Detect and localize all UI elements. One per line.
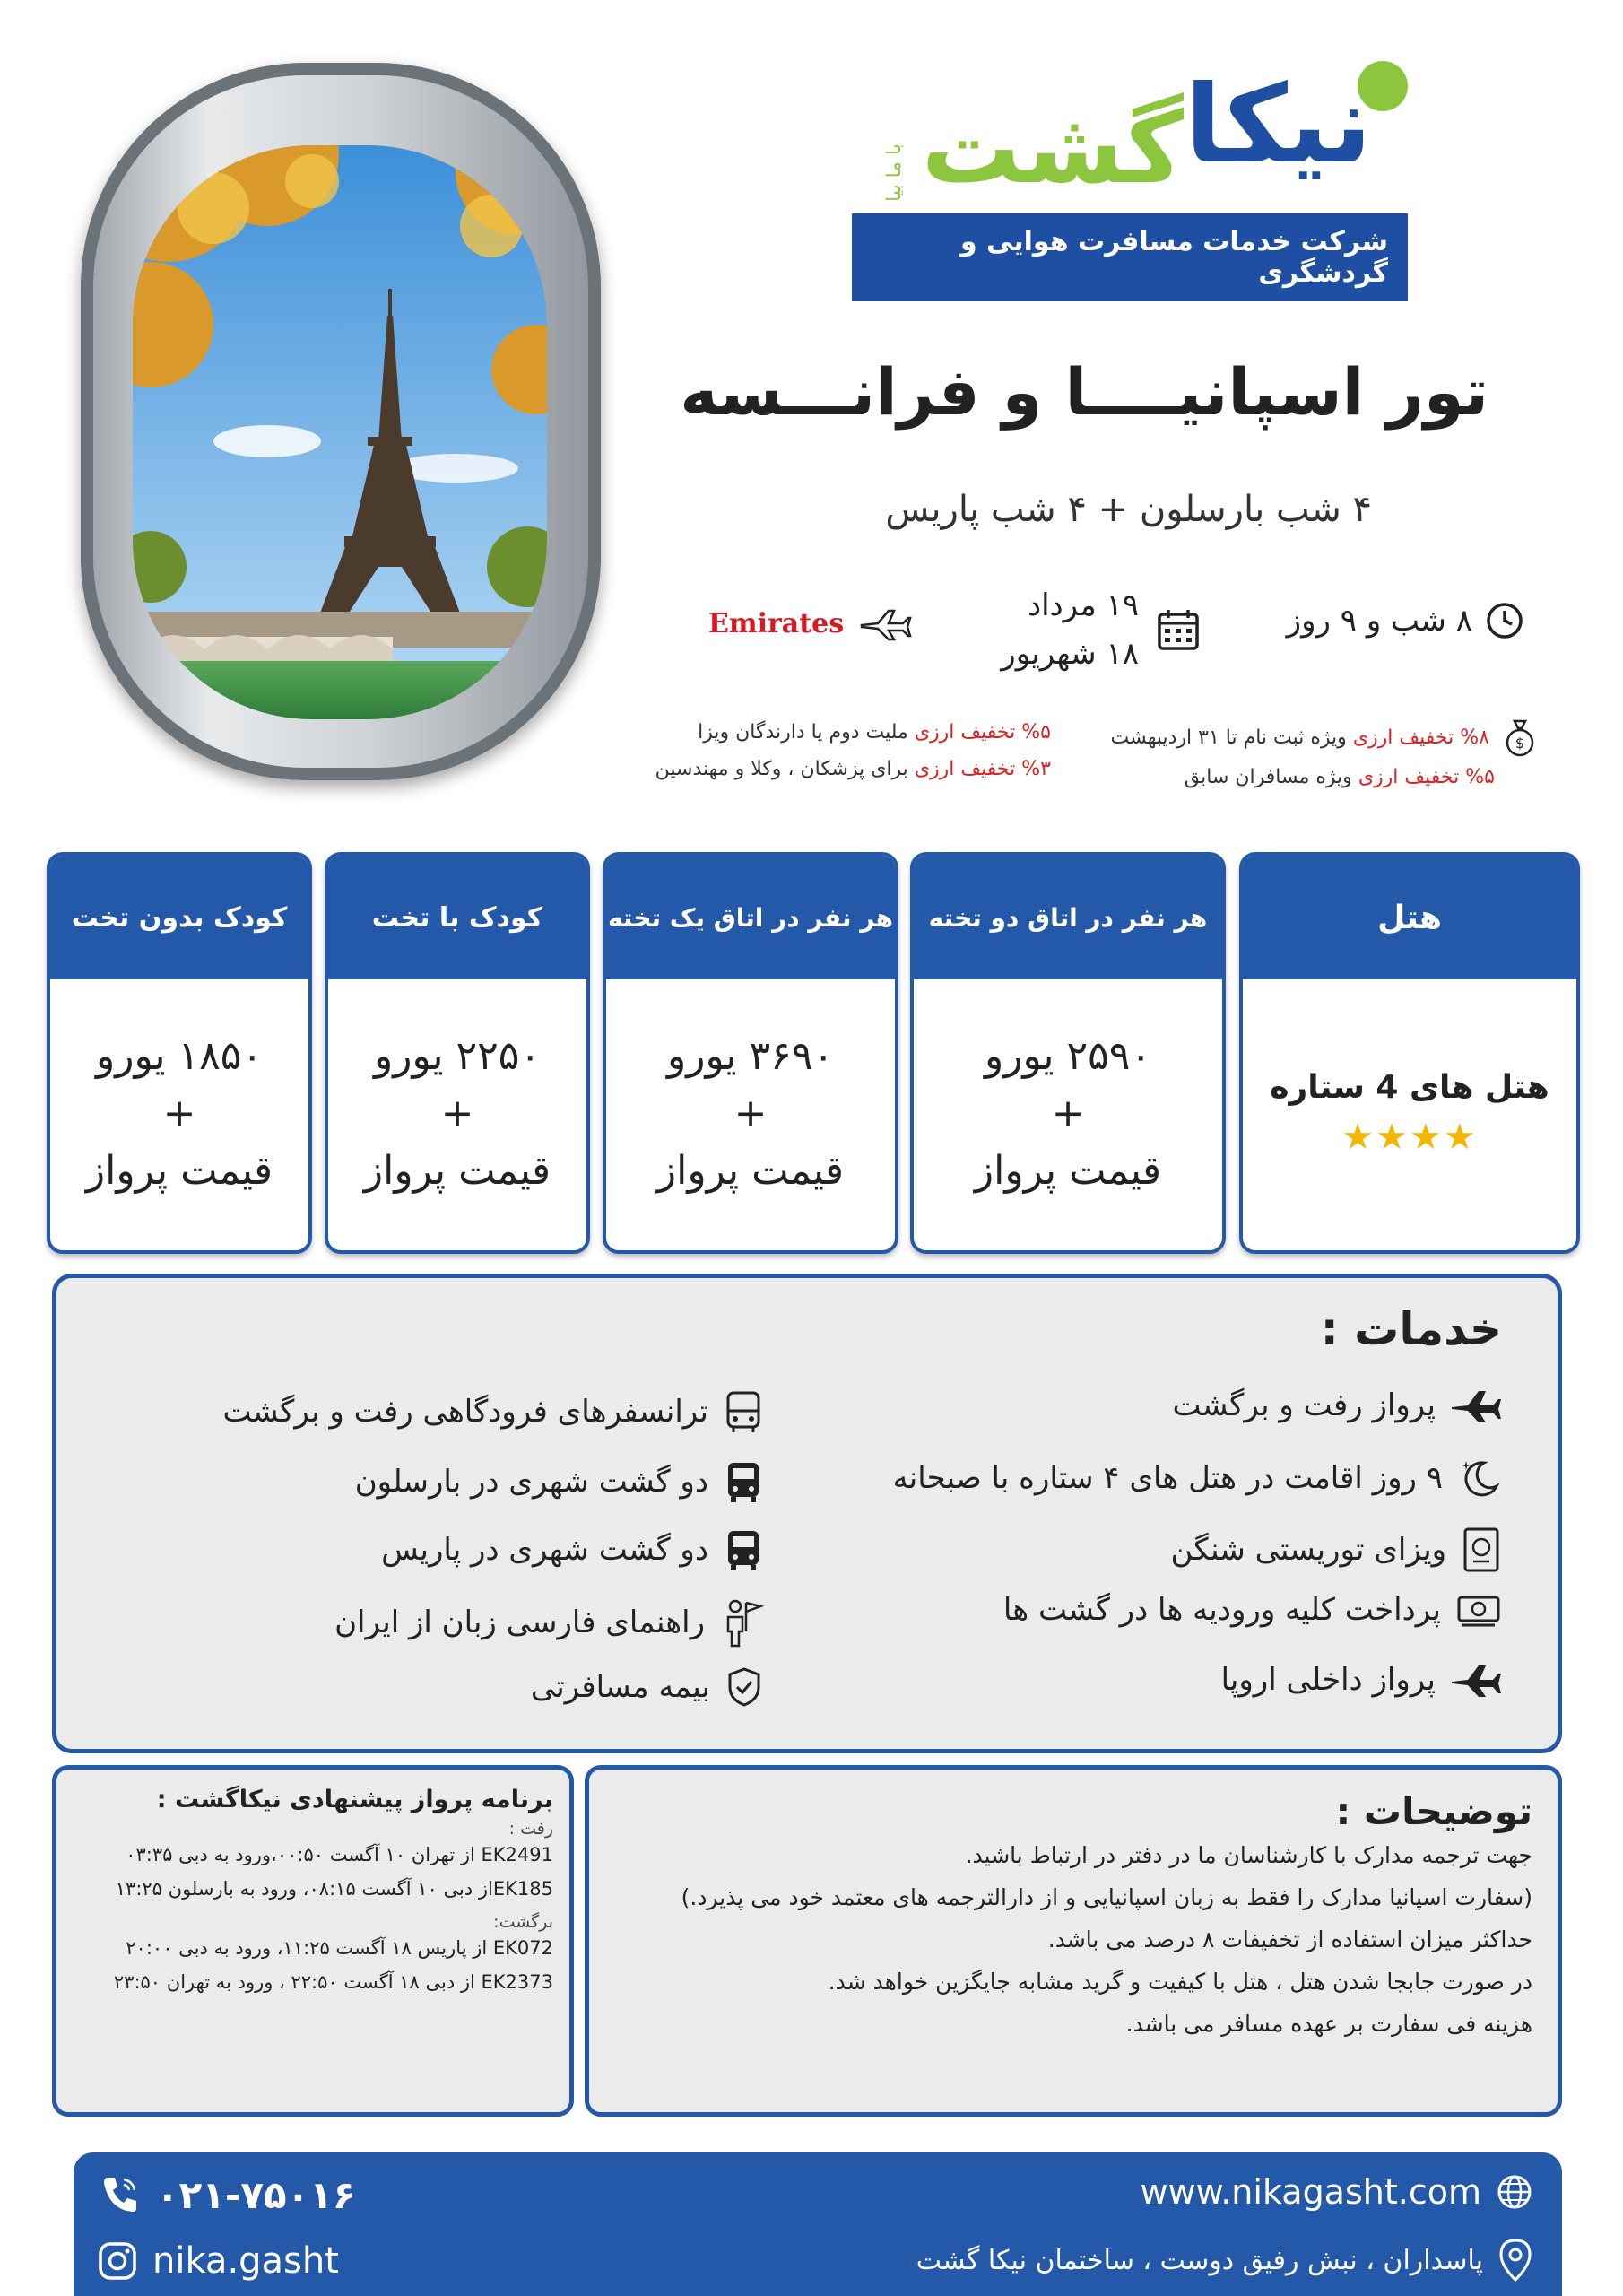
discount-text: برای پزشکان ، وکلا و مهندسین <box>655 758 908 780</box>
price-value: ۲۲۵۰ یورو <box>374 1033 541 1080</box>
date-start: ۱۹ مرداد <box>1027 587 1139 623</box>
notes-panel <box>585 1765 1562 2117</box>
website-contact[interactable] <box>1140 2172 1533 2212</box>
airplane-icon <box>858 605 912 641</box>
price-column-hotel <box>1239 852 1580 1254</box>
price-column-single <box>603 852 898 1254</box>
company-logo <box>852 54 1408 289</box>
logo-mark: نیکا <box>1185 63 1372 187</box>
note-item: حداکثر میزان استفاده از تخفیفات ۸ درصد می باشد. <box>1047 1926 1532 1952</box>
calendar-icon <box>1155 606 1202 653</box>
services-title: خدمات : <box>1320 1303 1502 1355</box>
airline-info <box>708 605 912 641</box>
column-header: کودک با تخت <box>328 856 586 979</box>
service-text: پرواز رفت و برگشت <box>1172 1387 1436 1423</box>
service-item <box>334 1596 764 1649</box>
note-item: در صورت جابجا شدن هتل ، هتل با کیفیت و گرید مشابه جایگزین خواهد شد. <box>828 1969 1532 1995</box>
shield-check-icon <box>725 1665 764 1709</box>
phone-icon <box>97 2172 142 2217</box>
service-item <box>355 1459 764 1504</box>
service-text: ویزای توریستی شنگن <box>1170 1532 1446 1568</box>
discount-text: ویژه ثبت نام تا ۳۱ اردیبهشت <box>1110 726 1347 749</box>
outbound-label: رفت : <box>508 1819 553 1839</box>
contact-footer <box>74 2152 1562 2296</box>
price-column-child-nobed <box>47 852 312 1254</box>
service-item <box>893 1456 1502 1500</box>
service-item <box>1221 1662 1502 1698</box>
airplane-icon <box>1450 1387 1502 1423</box>
flight-row: EK185از دبی ۱۰ آگست ۰۸:۱۵، ورود به بارسلون ۱۳:۲۵ <box>115 1878 553 1900</box>
website-url: www.nikagasht.com <box>1140 2172 1481 2212</box>
clock-icon <box>1485 601 1524 640</box>
discount-text: ویژه مسافران سابق <box>1184 766 1352 788</box>
tour-subtitle: ۴ شب بارسلون + ۴ شب پاریس <box>885 489 1372 530</box>
tour-guide-icon <box>719 1596 764 1649</box>
instagram-icon <box>97 2240 138 2282</box>
price-value: ۳۶۹۰ یورو <box>667 1033 834 1080</box>
instagram-contact[interactable] <box>97 2240 339 2282</box>
flight-row: EK2491 از تهران ۱۰ آگست ۰۰:۵۰،ورود به دبی ۰۳:۳۵ <box>126 1844 553 1866</box>
return-label: برگشت: <box>493 1912 553 1932</box>
service-item <box>1170 1526 1502 1574</box>
service-text: ترانسفرهای فرودگاهی رفت و برگشت <box>222 1394 708 1430</box>
service-text: دو گشت شهری در پاریس <box>381 1532 708 1568</box>
service-text: ۹ روز اقامت در هتل های ۴ ستاره با صبحانه <box>892 1460 1443 1496</box>
address-contact <box>916 2237 1533 2283</box>
discount-percent: %۵ <box>1021 721 1051 744</box>
note-item: (سفارت اسپانیا مدارک را فقط به زبان اسپانیایی و از دارالترجمه های معتمد خود می پذیرد.) <box>681 1884 1532 1910</box>
service-item <box>531 1665 764 1709</box>
hotel-stars: ★★★★ <box>1341 1117 1478 1159</box>
notes-title: توضیحات : <box>1335 1789 1532 1833</box>
plus-sign: + <box>733 1091 768 1137</box>
discount-label: تخفیف ارزی <box>1358 766 1460 788</box>
logo-word: گشت <box>921 91 1184 205</box>
price-column-child-bed <box>325 852 590 1254</box>
service-text: بیمه مسافرتی <box>530 1669 710 1705</box>
service-text: راهنمای فارسی زبان از ایران <box>334 1605 705 1640</box>
discount-text: ملیت دوم یا دارندگان ویزا <box>698 721 908 744</box>
note-item: هزینه فی سفارت بر عهده مسافر می باشد. <box>1125 2011 1532 2037</box>
column-header: کودک بدون تخت <box>50 856 308 979</box>
plus-sign: + <box>440 1091 474 1137</box>
note-item: جهت ترجمه مدارک با کارشناسان ما در دفتر در ارتباط باشید. <box>965 1842 1532 1868</box>
column-header: هر نفر در اتاق دو تخته <box>914 856 1222 979</box>
services-panel <box>52 1274 1562 1753</box>
svg-text:$: $ <box>1515 735 1525 752</box>
passport-icon <box>1461 1526 1502 1574</box>
service-text: پرداخت کلیه ورودیه ها در گشت ها <box>1002 1592 1441 1628</box>
duration-info <box>1287 601 1524 640</box>
bus-icon <box>723 1459 764 1504</box>
flight-price-label: قیمت پرواز <box>974 1147 1162 1194</box>
price-value: ۱۸۵۰ یورو <box>96 1033 263 1080</box>
discount-percent: %۳ <box>1021 758 1051 780</box>
address-text: پاسداران ، نبش رفیق دوست ، ساختمان نیکا گشت <box>916 2244 1483 2276</box>
discount-percent: %۸ <box>1460 726 1489 749</box>
phone-number: ۰۲۱-۷۵۰۱۶ <box>156 2172 356 2217</box>
plus-sign: + <box>1051 1091 1085 1137</box>
service-item <box>222 1389 764 1434</box>
flight-price-label: قیمت پرواز <box>85 1147 273 1194</box>
discount-block-right <box>1036 718 1538 788</box>
dates-info <box>1001 581 1202 679</box>
airplane-icon <box>1450 1662 1502 1698</box>
flight-schedule-title: برنامه پرواز پیشنهادی نیکاگشت : <box>156 1786 553 1813</box>
cash-icon <box>1455 1592 1502 1628</box>
discount-percent: %۵ <box>1465 766 1495 788</box>
flight-schedule-panel <box>52 1765 574 2117</box>
flight-price-label: قیمت پرواز <box>656 1147 845 1194</box>
bus-outline-icon <box>723 1389 764 1434</box>
plus-sign: + <box>162 1091 196 1137</box>
column-header: هتل <box>1243 856 1576 979</box>
phone-contact[interactable] <box>97 2172 356 2217</box>
column-header: هر نفر در اتاق یک تخته <box>606 856 895 979</box>
service-text: پرواز داخلی اروپا <box>1220 1662 1436 1698</box>
discount-label: تخفیف ارزی <box>1352 726 1454 749</box>
price-column-double <box>910 852 1226 1254</box>
price-value: ۲۵۹۰ یورو <box>985 1033 1151 1080</box>
logo-small-text: با ما بیا <box>883 144 907 202</box>
eiffel-tower-photo <box>133 145 547 719</box>
moon-icon <box>1457 1456 1502 1500</box>
flight-row: EK2373 از دبی ۱۸ آگست ۲۲:۵۰ ، ورود به تهران ۲۳:۵۰ <box>113 1971 553 1993</box>
date-end: ۱۸ شهریور <box>1001 636 1139 673</box>
discount-label: تخفیف ارزی <box>914 758 1016 780</box>
service-item <box>1172 1387 1502 1423</box>
location-pin-icon <box>1497 2237 1533 2283</box>
emirates-logo: Emirates <box>708 607 845 639</box>
discount-block-left <box>585 721 1051 780</box>
duration-text: ۸ شب و ۹ روز <box>1286 603 1472 639</box>
money-bag-icon <box>1502 718 1538 757</box>
flight-price-label: قیمت پرواز <box>363 1147 551 1194</box>
globe-icon <box>1496 2173 1533 2211</box>
flight-row: EK072 از پاریس ۱۸ آگست ۱۱:۲۵، ورود به دبی ۲۰:۰۰ <box>126 1937 553 1959</box>
discount-label: تخفیف ارزی <box>914 721 1016 744</box>
service-item <box>1003 1592 1502 1628</box>
tour-title: تور اسپانیــــا و فرانـــسه <box>680 354 1488 430</box>
bus-icon <box>723 1527 764 1572</box>
hotel-name: هتل های 4 ستاره <box>1270 1068 1549 1106</box>
logo-tagline: شرکت خدمات مسافرت هوایی و گردشگری <box>852 213 1408 301</box>
instagram-handle: nika.gasht <box>152 2240 339 2282</box>
airplane-window-frame <box>81 63 601 780</box>
service-text: دو گشت شهری در بارسلون <box>354 1464 708 1500</box>
service-item <box>381 1527 764 1572</box>
